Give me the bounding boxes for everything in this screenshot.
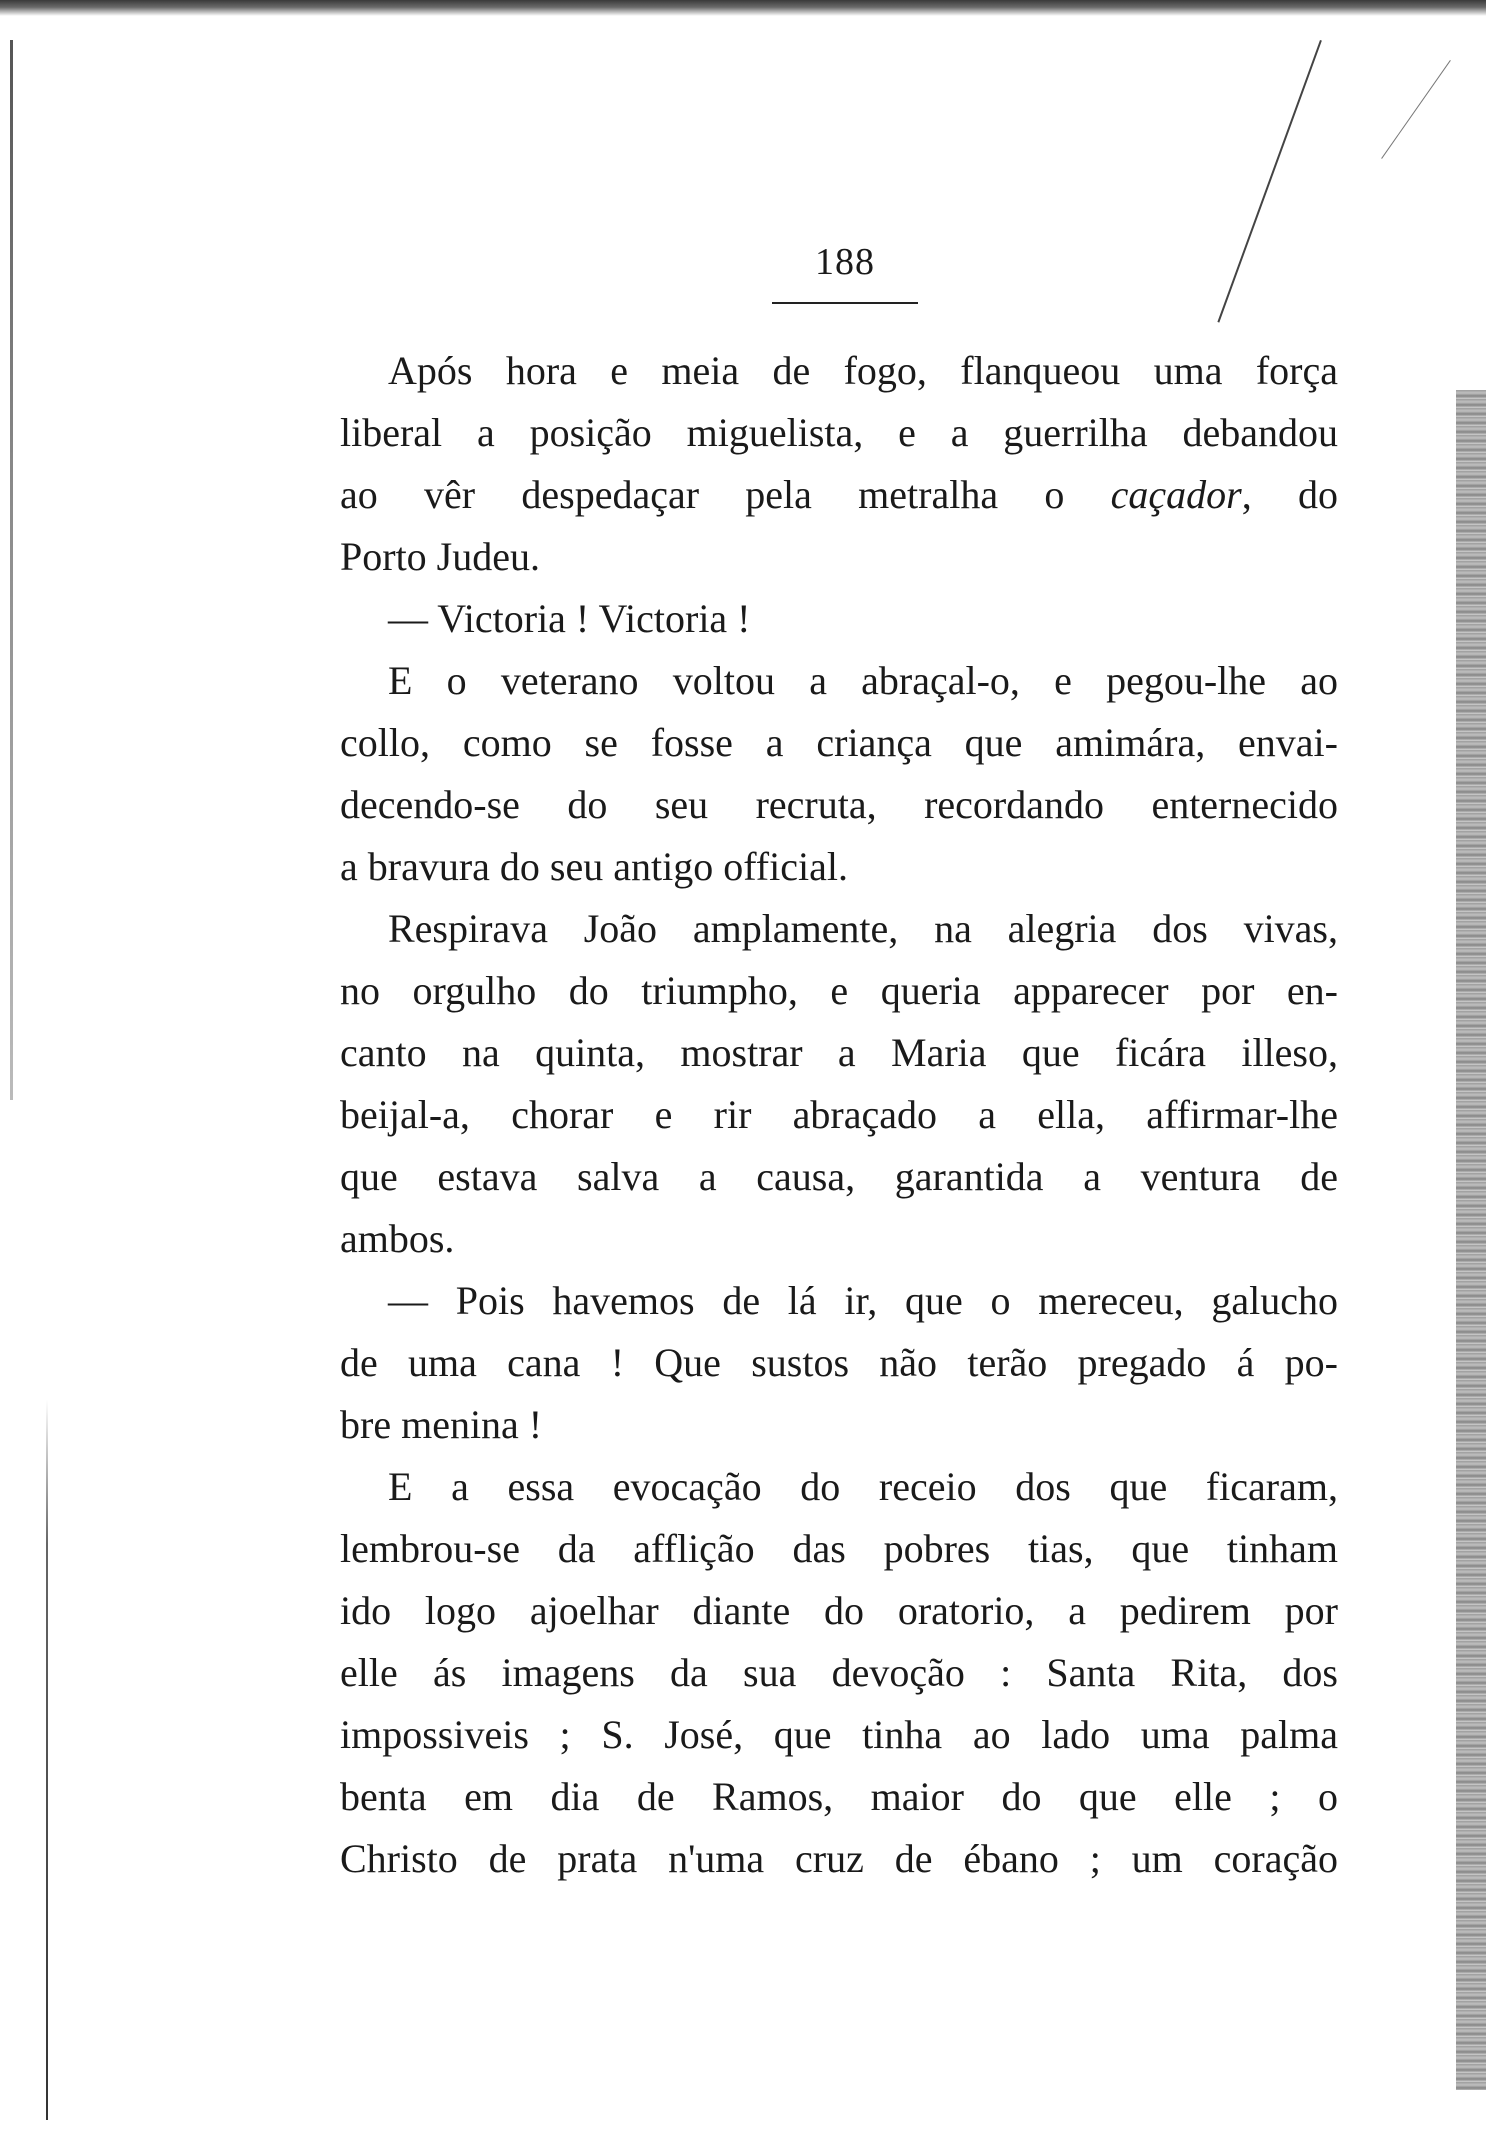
text-line: Porto Judeu.	[340, 534, 540, 579]
italic-word: caçador	[1110, 472, 1242, 517]
text-line: benta em dia de Ramos, maior do que elle ; o	[340, 1774, 1338, 1819]
text-line: ambos.	[340, 1216, 455, 1261]
text-line: — Victoria ! Victoria !	[388, 596, 751, 641]
text-line: a bravura do seu antigo official.	[340, 844, 848, 889]
text-line: canto na quinta, mostrar a Maria que ficára illeso,	[340, 1030, 1338, 1075]
text-line: Após hora e meia de fogo, flanqueou uma força	[388, 348, 1338, 393]
text-line: de uma cana ! Que sustos não terão pregado á po-	[340, 1340, 1338, 1385]
text-line: beijal-a, chorar e rir abraçado a ella, affirmar-lhe	[340, 1092, 1338, 1137]
text-line: lembrou-se da afflição das pobres tias, que tinham	[340, 1526, 1338, 1571]
text-line: Respirava João amplamente, na alegria dos vivas,	[388, 906, 1338, 951]
header-rule	[772, 302, 918, 304]
page-number: 188	[815, 241, 875, 283]
text-line-with-italic: ao vêr despedaçar pela metralha o caçador, do	[340, 472, 1339, 517]
scan-left-edge	[10, 40, 13, 1100]
text-line: collo, como se fosse a criança que amimára, envai-	[340, 720, 1338, 765]
scan-left-edge-lower	[46, 1400, 48, 2120]
text-line: no orgulho do triumpho, e queria apparecer por en-	[340, 968, 1338, 1013]
text-line: que estava salva a causa, garantida a ventura de	[340, 1154, 1338, 1199]
text-line: — Pois havemos de lá ir, que o mereceu, galucho	[388, 1278, 1338, 1323]
text-line: impossiveis ; S. José, que tinha ao lado uma palma	[340, 1712, 1338, 1757]
text-line: bre menina !	[340, 1402, 543, 1447]
text-line: liberal a posição miguelista, e a guerrilha debandou	[340, 410, 1338, 455]
scan-right-edge	[1456, 390, 1486, 2090]
text-line: decendo-se do seu recruta, recordando enternecido	[340, 782, 1338, 827]
text-line: E o veterano voltou a abraçal-o, e pegou-lhe ao	[388, 658, 1338, 703]
text-line: Christo de prata n'uma cruz de ébano ; um coração	[340, 1836, 1338, 1881]
text-line: E a essa evocação do receio dos que ficaram,	[388, 1464, 1338, 1509]
scan-stroke	[1381, 60, 1451, 159]
text-line: ido logo ajoelhar diante do oratorio, a pedirem por	[340, 1588, 1338, 1633]
text-line: elle ás imagens da sua devoção : Santa Rita, dos	[340, 1650, 1338, 1695]
scan-top-edge	[0, 0, 1486, 16]
body-text	[340, 340, 1338, 1890]
